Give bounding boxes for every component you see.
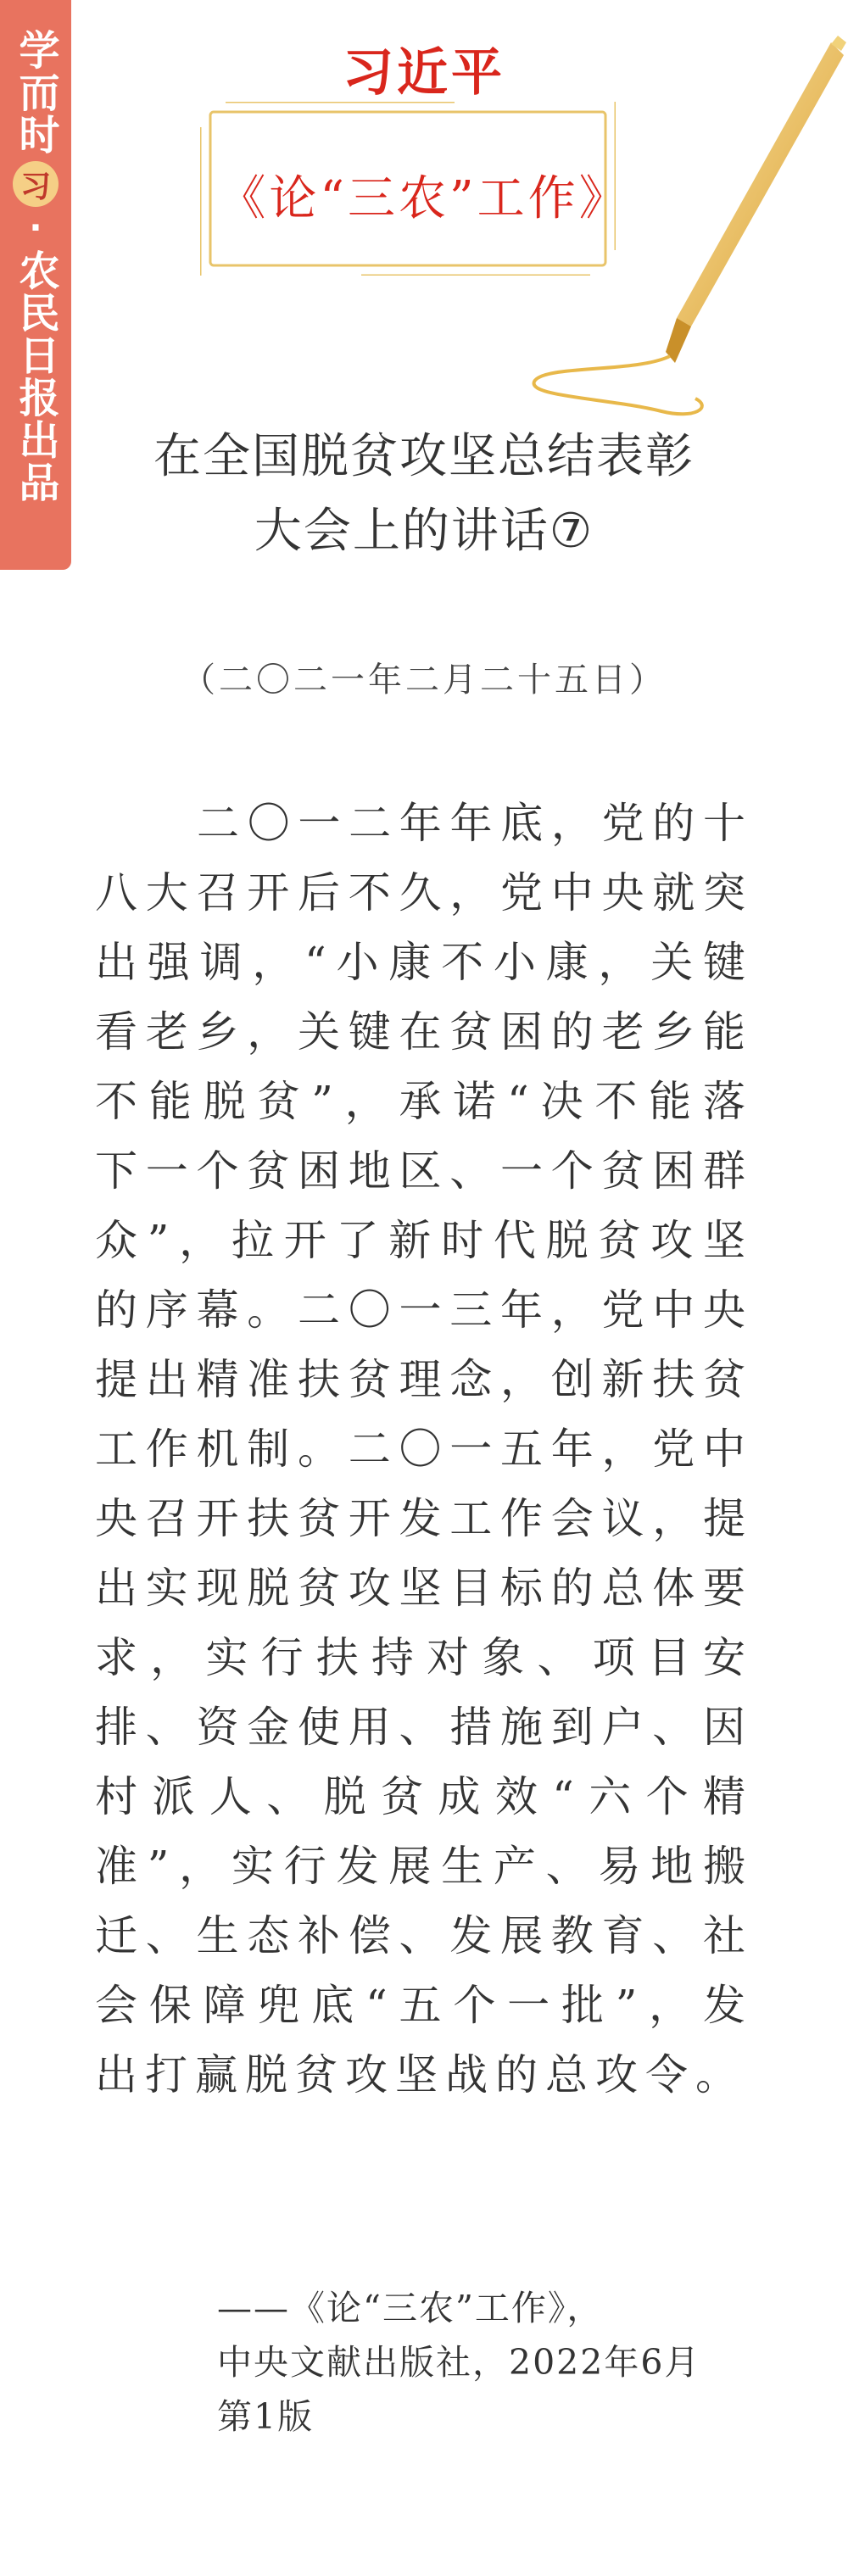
source-line2: 中央文献出版社，2022年6月 — [217, 2342, 701, 2383]
source-line1: ——《论“三农”工作》， — [217, 2288, 604, 2328]
author-name: 习近平 — [343, 43, 505, 103]
side-tab-text-bottom: 农民日报出品 — [12, 249, 59, 504]
speech-title-line2: 大会上的讲话⑦ — [254, 504, 594, 559]
fountain-pen-icon — [509, 25, 848, 424]
source-line3: 第1版 — [217, 2396, 315, 2437]
book-title: 《论“三农”工作》 — [218, 171, 630, 226]
speech-title-line1: 在全国脱贫攻坚总结表彰 — [153, 429, 695, 484]
source-citation — [217, 2281, 760, 2444]
xi-badge-icon: 习 — [13, 161, 59, 207]
speech-date: （二〇二一年二月二十五日） — [181, 661, 667, 700]
body-paragraph: 二〇一二年年底，党的十八大召开后不久，党中央就突出强调，“小康不小康，关键看老乡，关键在贫困的老乡能不能脱贫”，承诺“决不能落下一个贫困地区、一个贫困群众”，拉开了新时代脱贫攻坚的序幕。二〇一三年，党中央提出精准扶贫理念，创新扶贫工作机制。二〇一五年，党中央召开扶贫开发工作会议，提出实现脱贫攻坚目标的总体要求，实行扶持对象、项目安排、资金使用、措施到户、因村派人、脱贫成效“六个精准”，实行发展生产、易地搬迁、生态补偿、发展教育、社会保障兜底“五个一批”，发出打赢脱贫攻坚战的总攻令。 — [95, 799, 753, 2099]
speech-title — [85, 420, 763, 569]
side-tab-text-top: 学而时 — [12, 29, 59, 156]
side-tab-dot: · — [29, 209, 42, 248]
